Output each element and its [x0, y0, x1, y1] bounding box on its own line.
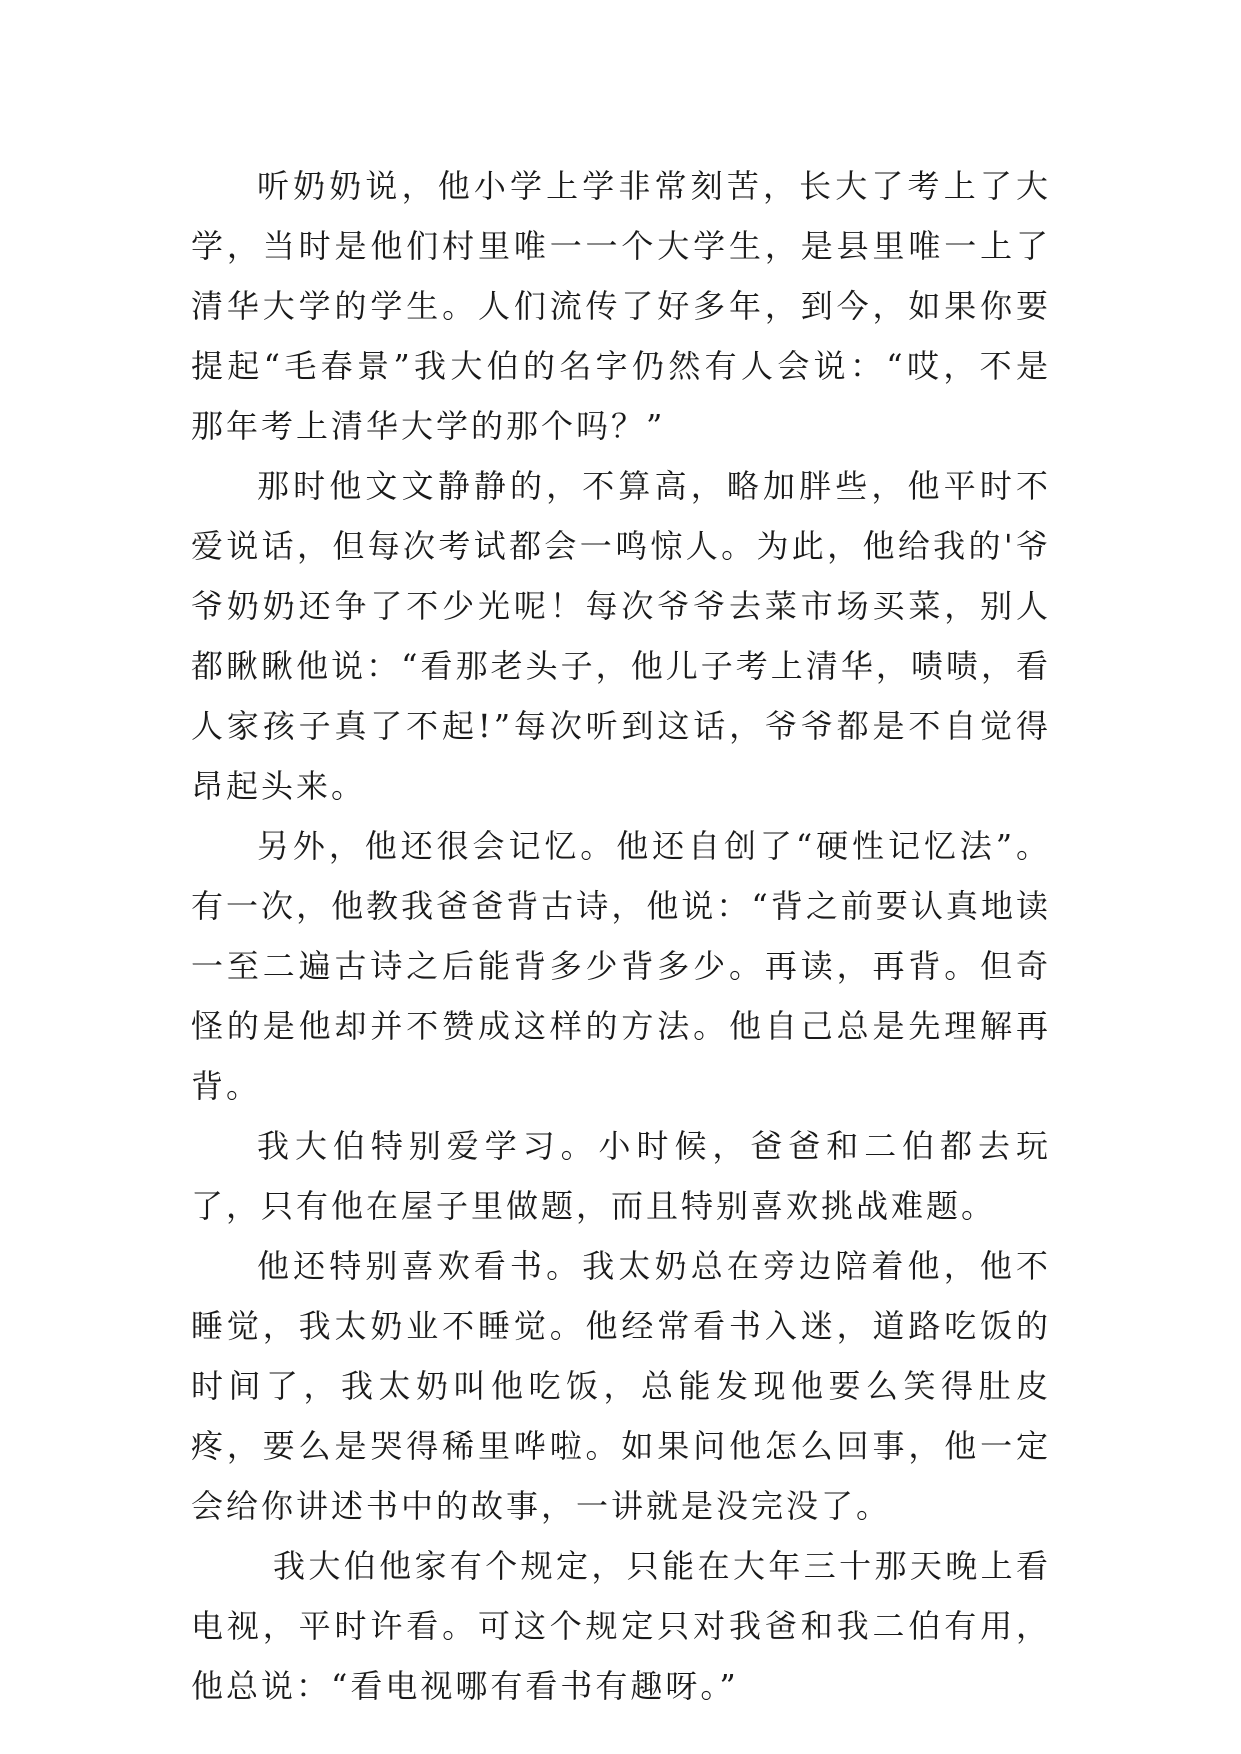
- paragraph-3: 另外，他还很会记忆。他还自创了“硬性记忆法”。有一次，他教我爸爸背古诗，他说：“背之前要认真地读一至二遍古诗之后能背多少背多少。再读，再背。但奇怪的是他却并不赞成这样的方法。他自己总是先理解再背。: [191, 827, 1051, 1105]
- paragraph-1: 听奶奶说，他小学上学非常刻苦，长大了考上了大学，当时是他们村里唯一一个大学生，是县里唯一上了清华大学的学生。人们流传了好多年，到今，如果你要提起“毛春景”我大伯的名字仍然有人会说：“哎，不是那年考上清华大学的那个吗？”: [191, 167, 1051, 445]
- paragraph-6: 我大伯他家有个规定，只能在大年三十那天晚上看电视，平时许看。可这个规定只对我爸和我二伯有用，他总说：“看电视哪有看书有趣呀。”: [191, 1547, 1051, 1705]
- paragraph-4: 我大伯特别爱学习。小时候，爸爸和二伯都去玩了，只有他在屋子里做题，而且特别喜欢挑战难题。: [191, 1127, 1051, 1225]
- paragraph-5: 他还特别喜欢看书。我太奶总在旁边陪着他，他不睡觉，我太奶业不睡觉。他经常看书入迷，道路吃饭的时间了，我太奶叫他吃饭，总能发现他要么笑得肚皮疼，要么是哭得稀里哗啦。如果问他怎么回事，他一定会给你讲述书中的故事，一讲就是没完没了。: [191, 1247, 1051, 1525]
- document-body: [191, 156, 1051, 1716]
- paragraph-2: 那时他文文静静的，不算高，略加胖些，他平时不爱说话，但每次考试都会一鸣惊人。为此，他给我的'爷爷奶奶还争了不少光呢！每次爷爷去菜市场买菜，别人都瞅瞅他说：“看那老头子，他儿子考上清华，啧啧，看人家孩子真了不起!”每次听到这话，爷爷都是不自觉得昂起头来。: [191, 467, 1051, 805]
